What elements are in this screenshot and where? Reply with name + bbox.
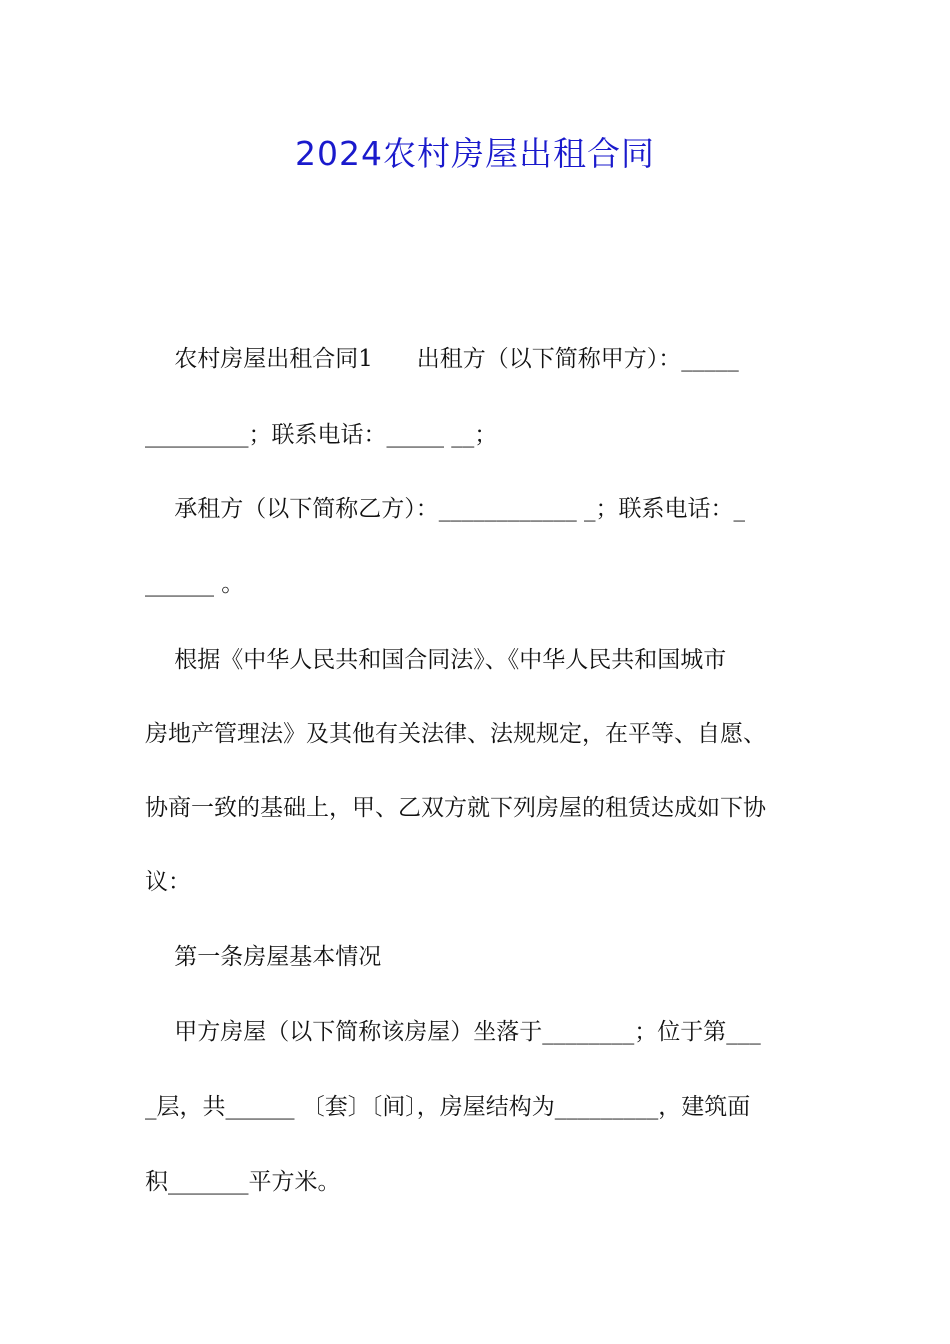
text-line-lessee-phone: ______ 。 [145,571,245,597]
text-line-basis-3: 协商一致的基础上，甲、乙双方就下列房屋的租赁达成如下协 [145,795,766,821]
text-line-house-2: _层，共______ 〔套〕〔间〕，房屋结构为_________，建筑面 [145,1094,751,1120]
document-title: 2024农村房屋出租合同 [295,134,655,173]
section-heading-article-1: 第一条房屋基本情况 [145,944,382,970]
text-line-basis-2: 房地产管理法》及其他有关法律、法规规定，在平等、自愿、 [145,721,766,747]
text-line-lessee: 承租方（以下简称乙方）：____________ _；联系电话：_ [145,496,746,522]
text-line-basis-4: 议： [145,869,191,895]
text-line-house-1: 甲方房屋（以下简称该房屋）坐落于________；位于第___ [145,1019,761,1045]
text-line-lessor: 农村房屋出租合同1 出租方（以下简称甲方）：_____ [145,346,739,372]
text-line-house-3: 积_______平方米。 [145,1169,341,1195]
text-line-lessor-phone: _________；联系电话：_____ __； [145,422,498,448]
text-line-basis-1: 根据《中华人民共和国合同法》、《中华人民共和国城市 [145,647,727,673]
